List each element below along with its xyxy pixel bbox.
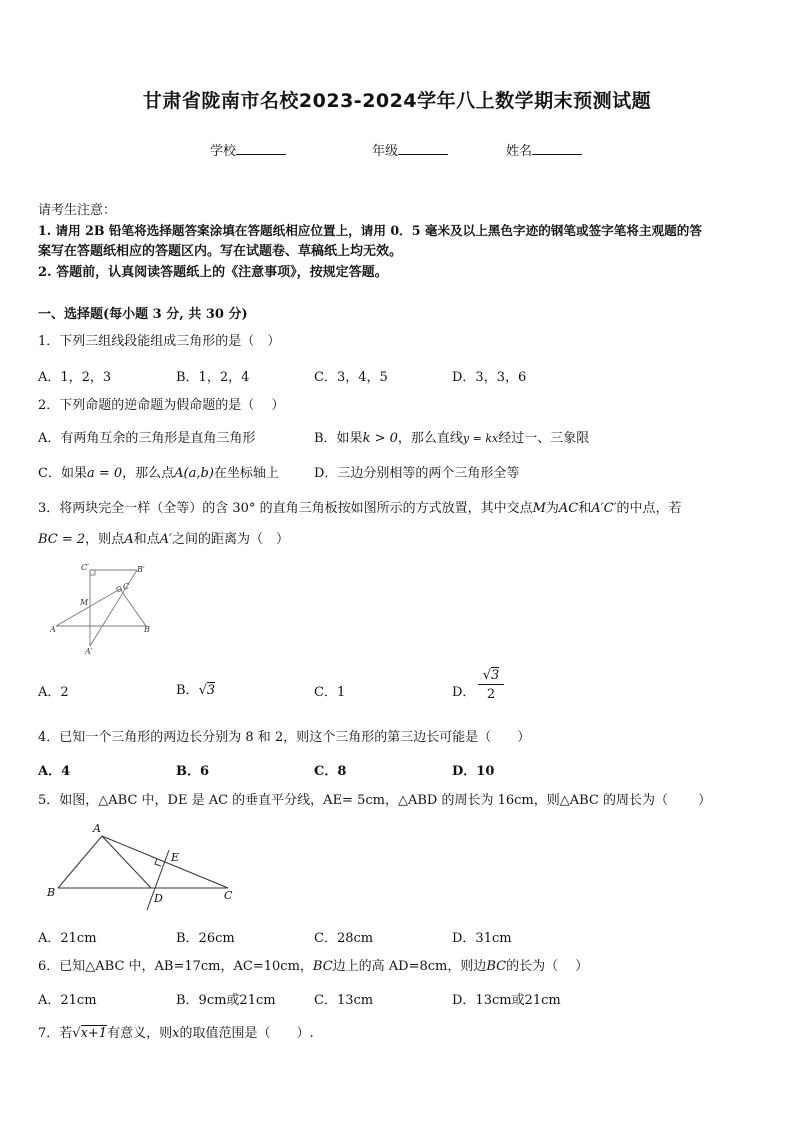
q3-b-radicand: 3	[206, 683, 216, 698]
q4-option-b: B．6	[176, 764, 210, 779]
q3-m: M	[532, 501, 546, 516]
q6-stem-end: 的长为（ ）	[506, 959, 589, 974]
q1-option-b: B．1，2，4	[176, 370, 250, 385]
q2-b-mid: ，那么直线	[397, 431, 463, 446]
q3-b-label: B．	[176, 683, 199, 698]
q2-c-pt: A(a,b)	[174, 466, 214, 481]
q3-option-c: C．1	[314, 685, 346, 700]
q2-b-post: 经过一、三象限	[498, 431, 590, 446]
section-heading: 一、选择题(每小题 3 分, 共 30 分)	[38, 307, 248, 322]
q3-d-fraction	[478, 668, 504, 702]
q4-stem: 4．已知一个三角形的两边长分别为 8 和 2，则这个三角形的第三边长可能是（ ）	[38, 730, 531, 745]
q6-bc: BC	[312, 959, 333, 974]
notice-heading: 请考生注意：	[38, 203, 117, 218]
q3-option-a: A．2	[38, 685, 69, 700]
name-field	[506, 140, 582, 159]
q1-stem: 1．下列三组线段能组成三角形的是（ ）	[38, 334, 281, 349]
q3-label-c: C	[123, 582, 130, 591]
q2-option-c	[38, 462, 279, 481]
q3-stem-l2b: 和点	[133, 532, 160, 547]
q2-option-b	[314, 427, 589, 446]
q1-option-a: A．1，2，3	[38, 370, 112, 385]
q3-label-b1: B′	[137, 565, 145, 574]
q2-b-pre: B．如果	[314, 431, 363, 446]
q1-option-d: D．3，3，6	[452, 370, 527, 385]
q5-option-b: B．26cm	[176, 931, 235, 946]
q3-line-ac	[56, 589, 120, 626]
grade-field	[372, 140, 448, 159]
school-blank	[236, 142, 286, 155]
q5-label-c: C	[224, 889, 233, 902]
q5-line-ab	[58, 836, 102, 888]
q3-line-cb	[120, 589, 146, 626]
q6-option-b: B．9cm或21cm	[176, 993, 276, 1008]
q7-x: x	[172, 1026, 180, 1041]
q1-option-c: C．3，4，5	[314, 370, 388, 385]
q5-label-d: D	[154, 892, 163, 905]
q6-bc2: BC	[486, 959, 507, 974]
q7-stem-pre: 7．若	[38, 1026, 73, 1041]
q3-stem-mid2: 的中点，若	[616, 501, 682, 516]
q2-stem: 2．下列命题的逆命题为假命题的是（ ）	[38, 398, 285, 413]
notice-line-1: 1. 请用 2B 铅笔将选择题答案涂填在答题纸相应位置上，请用 0．5 毫米及以上黑色字迹的钢笔或签字笔将主观题的答	[38, 223, 702, 238]
q6-option-a: A．21cm	[38, 993, 97, 1008]
q4-option-c: C．8	[314, 764, 347, 779]
q3-stem-and: 和	[578, 501, 592, 516]
q5-stem: 5．如图，△ABC 中，DE 是 AC 的垂直平分线，AE= 5cm，△ABD 的周长为 16cm，则△ABC 的周长为（ ）	[38, 793, 712, 808]
q3-b-sqrt: √3	[198, 683, 216, 698]
q3-label-a1: A′	[85, 647, 93, 656]
q3-option-b	[176, 679, 215, 698]
q3-stem-l2: ，则点	[85, 532, 125, 547]
q3-a: A	[124, 532, 134, 547]
q6-option-c: C．13cm	[314, 993, 374, 1008]
q3-a1: A′	[159, 532, 172, 547]
q3-stem-line2	[38, 530, 289, 550]
q7-radicand: x+1	[80, 1026, 108, 1041]
q3-stem-line1	[38, 499, 682, 519]
q2-b-k: k > 0	[362, 431, 398, 446]
q2-c-post: 在坐标轴上	[213, 466, 279, 481]
q6-stem-pre: 6．已知△ABC 中，AB=17cm，AC=10cm，	[38, 959, 313, 974]
q4-option-d: D．10	[452, 764, 495, 779]
q3-a1c1: A′C′	[591, 501, 617, 516]
q3-stem-pre: 3．将两块完全一样（全等）的含 30° 的直角三角板按如图所示的方式放置，其中交点	[38, 501, 533, 516]
q3-line-b1a1	[90, 570, 137, 646]
q5-label-e: E	[171, 851, 180, 864]
q2-c-eq: a = 0	[86, 466, 123, 481]
notice-line-2: 2. 答题前，认真阅读答题纸上的《注意事项》，按规定答题。	[38, 265, 388, 280]
grade-label: 年级	[372, 144, 399, 159]
q3-stem-end: 之间的距离为（ ）	[171, 532, 289, 547]
q7-stem-mid: 有意义，则	[107, 1026, 173, 1041]
page-title: 甘肃省陇南市名校2023-2024学年八上数学期末预测试题	[142, 90, 652, 112]
q2-b-eq: y = kx	[462, 432, 499, 445]
q3-d-denominator: 2	[486, 687, 496, 702]
q3-d-label: D．	[452, 685, 476, 700]
q3-label-b: B	[144, 625, 150, 634]
q5-option-c: C．28cm	[314, 931, 374, 946]
q3-d-num-radicand: 3	[491, 668, 500, 683]
q7-sqrt: √x+1	[72, 1026, 108, 1041]
school-label: 学校	[210, 144, 237, 159]
q7-stem-end: 的取值范围是（ ）.	[179, 1026, 314, 1041]
q3-stem-mid1: 为	[545, 501, 559, 516]
q6-stem	[38, 957, 588, 977]
q2-option-a: A．有两角互余的三角形是直角三角形	[38, 431, 256, 446]
q7-stem	[38, 1024, 314, 1044]
q5-line-ad	[102, 836, 151, 888]
q2-option-d: D．三边分别相等的两个三角形全等	[314, 466, 520, 481]
q3-d-numerator: √3	[478, 668, 504, 685]
q6-option-d: D．13cm或21cm	[452, 993, 561, 1008]
q3-option-d	[452, 681, 475, 700]
q3-ac: AC	[558, 501, 579, 516]
q3-right-angle-c1	[90, 570, 95, 575]
q3-label-c1: C′	[81, 563, 89, 572]
school-field	[210, 140, 286, 159]
name-blank	[532, 142, 582, 155]
q6-stem-mid: 边上的高 AD=8cm，则边	[332, 959, 487, 974]
notice-line-1b: 案写在答题纸相应的答题区内。写在试题卷、草稿纸上均无效。	[38, 244, 403, 259]
q3-label-a: A	[50, 625, 56, 634]
q4-option-a: A．4	[38, 764, 71, 779]
grade-blank	[398, 142, 448, 155]
q5-label-a: A	[93, 822, 101, 835]
q3-label-m: M	[80, 598, 89, 607]
q3-bc: BC = 2	[38, 532, 86, 547]
q5-option-a: A．21cm	[38, 931, 97, 946]
q5-option-d: D．31cm	[452, 931, 512, 946]
q5-figure	[44, 820, 240, 916]
q2-c-pre: C．如果	[38, 466, 87, 481]
q5-label-b: B	[47, 886, 56, 899]
name-label: 姓名	[506, 144, 533, 159]
q3-figure	[48, 560, 160, 656]
q2-c-mid: ，那么点	[122, 466, 175, 481]
